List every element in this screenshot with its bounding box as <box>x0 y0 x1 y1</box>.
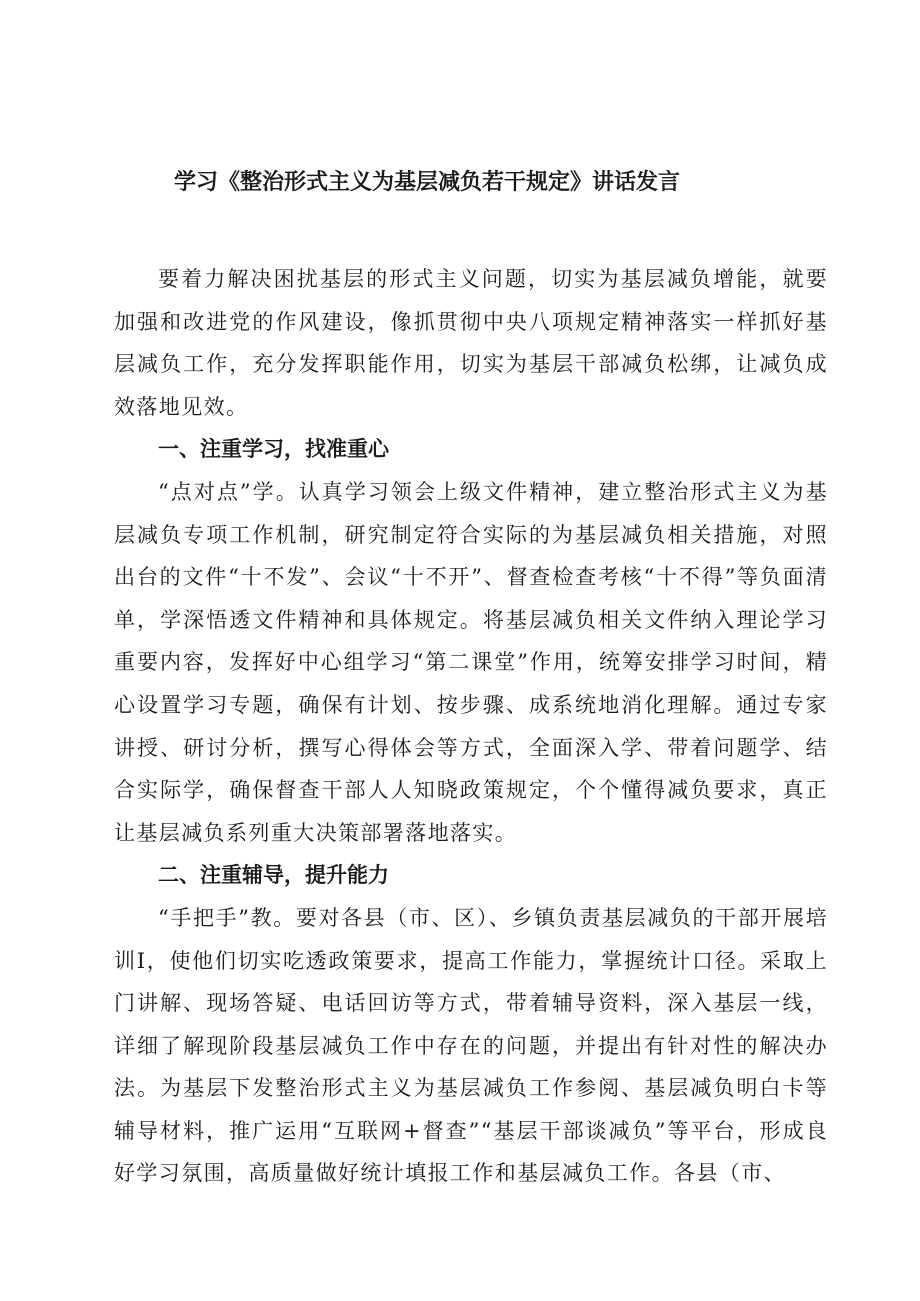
document-title: 学习《整治形式主义为基层减负若干规定》讲话发言 <box>174 170 681 195</box>
section-paragraph-2: “手把手”教。要对各县（市、区）、乡镇负责基层减负的干部开展培训I，使他们切实吃透政策要求，提高工作能力，掌握统计口径。采取上门讲解、现场答疑、电话回访等方式，带着辅导资料，深入基层一线，详细了解现阶段基层减负工作中存在的问题，并提出有针对性的解决办法。为基层下发整治形式主义为基层减负工作参阅、基层减负明白卡等辅导材料，推广运用“互联网+督查”“基层干部谈减负”等平台，形成良好学习氛围，高质量做好统计填报工作和基层减负工作。各县（市、 <box>114 905 828 1186</box>
intro-paragraph: 要着力解决困扰基层的形式主义问题，切实为基层减负增能，就要加强和改进党的作风建设，像抓贯彻中央八项规定精神落实一样抓好基层减负工作，充分发挥职能作用，切实为基层干部减负松绑，让减负成效落地见效。 <box>114 267 828 419</box>
section-paragraph-1: “点对点”学。认真学习领会上级文件精神，建立整治形式主义为基层减负专项工作机制，研究制定符合实际的为基层减负相关措施，对照出台的文件“十不发”、会议“十不开”、督查检查考核“十不得”等负面清单，学深悟透文件精神和具体规定。将基层减负相关文件纳入理论学习重要内容，发挥好中心组学习“第二课堂”作用，统筹安排学习时间，精心设置学习专题，确保有计划、按步骤、成系统地消化理解。通过专家讲授、研讨分析，撰写心得体会等方式，全面深入学、带着问题学、结合实际学，确保督查干部人人知晓政策规定，个个懂得减负要求，真正让基层减负系列重大决策部署落地落实。 <box>114 479 828 845</box>
section-heading-2: 二、注重辅导，提升能力 <box>158 863 389 888</box>
section-heading-1: 一、注重学习，找准重心 <box>158 437 389 462</box>
document-body <box>114 258 828 1195</box>
